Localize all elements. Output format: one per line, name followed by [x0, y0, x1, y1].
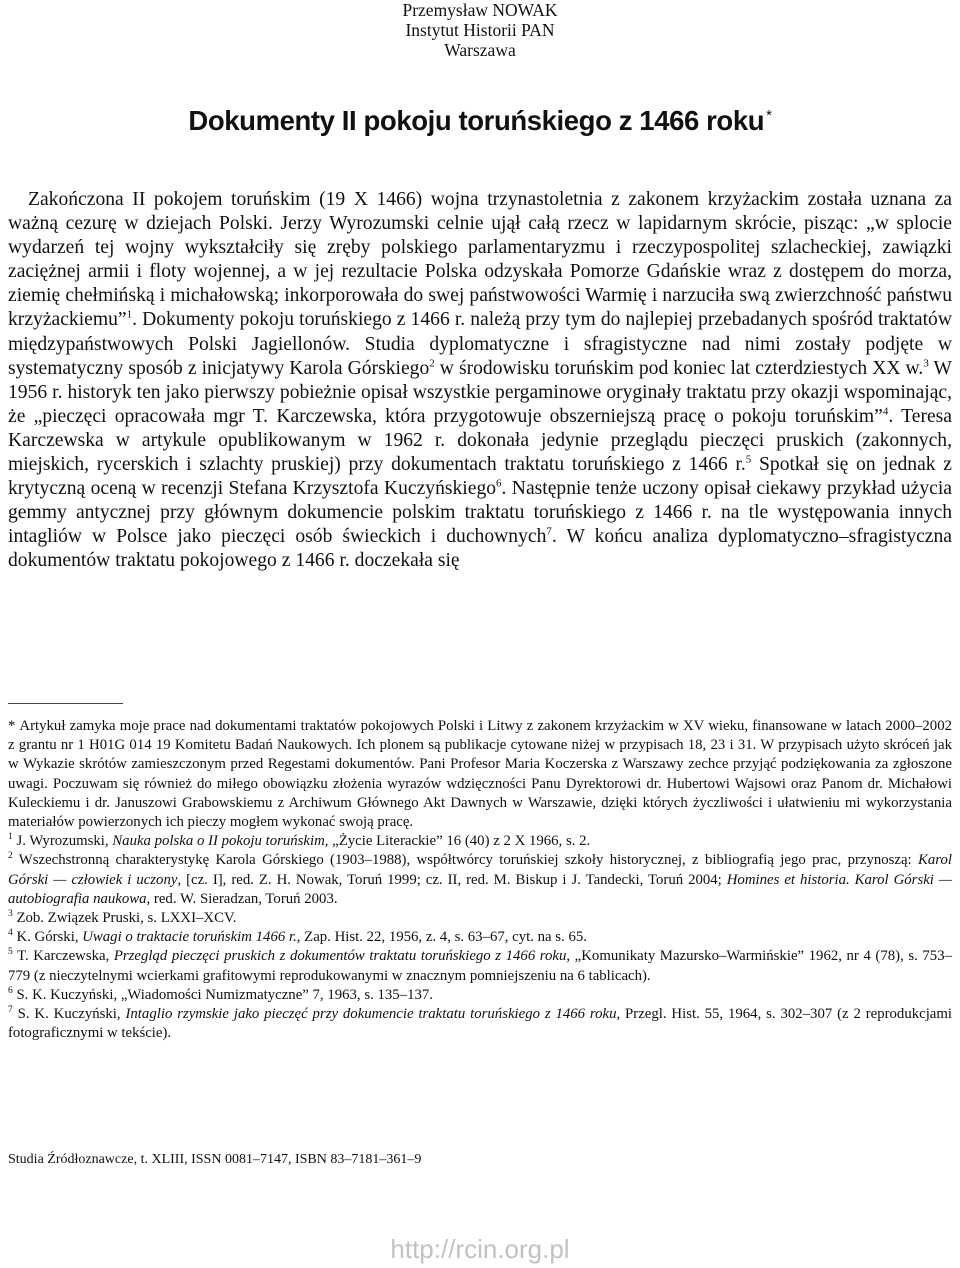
footnote-italic: Homines et historia. Karol Górski — autobiografia naukowa — [8, 871, 952, 907]
footnote-ref[interactable]: 2 — [429, 357, 435, 370]
footnote-text: , Zap. Hist. 22, 1956, z. 4, s. 63–67, cyt. na s. 65. — [296, 929, 587, 946]
body-segment: w środowisku toruńskim pod koniec lat czterdziestych XX w. — [434, 357, 924, 379]
body-text — [8, 188, 952, 574]
footnote-text: K. Górski, — [12, 929, 83, 946]
footnote-ref[interactable]: 3 — [923, 357, 929, 370]
footnote-text: , Przegl. Hist. 55, 1964, s. 302–307 (z 2 reprodukcjami fotograficznymi w tekście). — [8, 1006, 952, 1042]
body-segment: W 1956 r. historyk ten jako pierwszy pobieżnie opisał wszystkie pergaminowe oryginały traktatu przy okazji wspominając, że „pieczęci opracowała mgr T. Karczewska, która przygotowuje obszerniejszą pracę o pokoju toruńskim” — [8, 357, 953, 427]
footnote-ref[interactable]: 1 — [126, 308, 133, 321]
footnote-italic: Nauka polska o II pokoju toruńskim — [112, 833, 325, 850]
footnote-number: 7 — [8, 1005, 13, 1016]
footnote-text: J. Wyrozumski, — [12, 833, 113, 850]
footnote-star — [8, 717, 952, 832]
article-title — [0, 105, 960, 137]
footnote-number: 3 — [8, 909, 13, 920]
footnote-7 — [8, 1005, 952, 1043]
footnote-italic: Karol Górski — człowiek i uczony — [8, 852, 952, 888]
author-city: Warszawa — [444, 40, 516, 60]
author-name: Przemysław NOWAK — [402, 0, 558, 20]
author-institution: Instytut Historii PAN — [405, 20, 555, 40]
footnote-text: , red. W. Sieradzan, Toruń 2003. — [146, 890, 338, 907]
footnote-text: S. K. Kuczyński, „Wiadomości Numizmatyczne” 7, 1963, s. 135–137. — [12, 986, 433, 1003]
footnote-text: Zob. Związek Pruski, s. LXXI–XCV. — [12, 910, 237, 927]
footnote-text: S. K. Kuczyński, — [12, 1006, 126, 1023]
footnote-number: 2 — [8, 851, 13, 862]
footnote-1 — [8, 832, 952, 851]
footnote-ref[interactable]: 7 — [546, 525, 552, 538]
author-block — [0, 0, 960, 60]
title-footnote-mark: * — [766, 106, 772, 124]
body-paragraph — [8, 188, 952, 574]
footnote-3 — [8, 909, 952, 928]
body-segment: . Teresa Karczewska w artykule opublikowanym w 1962 r. dokonała jedynie przeglądu pieczęci pruskich (zakonnych, miejskich, rycerskich i szlachty pruskiej) przy dokumentach traktatu toruńskiego z 1466 r. — [8, 405, 952, 476]
footnote-italic: Intaglio rzymskie jako pieczęć przy dokumencie traktatu toruńskiego z 1466 roku — [125, 1006, 617, 1023]
footnote-number: 6 — [8, 985, 13, 996]
footnote-text: , „Życie Literackie” 16 (40) z 2 X 1966, s. 2. — [324, 833, 591, 850]
footnote-4 — [8, 928, 952, 947]
footnote-text: Artykuł zamyka moje prace nad dokumentami traktatów pokojowych Polski i Litwy z zakonem krzyżackim w XV wieku, finansowane w latach 2000–2002 z grantu nr 1 H01G 014 19 Komitetu Badań Naukowych. Ich plonem są publikacje cytowane niżej w przypisach 18, 23 i 31. W przypisach użyto skróceń jak w Wykazie skrótów zamieszczonym przed Regestami dokumentów. Pani Profesor Maria Koczerska z Warszawy zechce przyjąć podziękowania za zgłoszone uwagi. Poczuwam się również do miłego obowiązku złożenia wyrazów wdzięczności Panu Dyrektorowi dr. Hubertowi Wajsowi oraz Panom dr. Michałowi Kuleckiemu i dr. Januszowi Grabowskiemu z Archiwum Głównego Akt Dawnych w Warszawie, dzięki których życzliwości i ułatwieniu mi wykorzystania materiałów powierzonych ich pieczy mogłem wykonać swoją pracę. — [8, 718, 952, 831]
footnote-divider — [8, 703, 123, 704]
footnote-text: Wszechstronną charakterystykę Karola Górskiego (1903–1988), współtwórcy toruńskiej szkoły historycznej, z bibliografią jego prac, przynoszą: — [12, 852, 918, 869]
footnote-ref[interactable]: 4 — [882, 405, 889, 418]
footnote-text: , „Komunikaty Mazursko–Warmińskie” 1962, nr 4 (78), s. 753–779 (z nieczytelnymi wcierkami grafitowymi reprodukowanymi w znacznym pomniejszeniu na 6 tablicach). — [8, 948, 953, 984]
footnote-text: T. Karczewska, — [12, 948, 114, 965]
footnote-text: , [cz. I], red. Z. H. Nowak, Toruń 1999; cz. II, red. M. Biskup i J. Tandecki, Toruń 2004; — [177, 871, 727, 888]
footnote-ref[interactable]: 5 — [745, 453, 752, 466]
body-segment: Zakończona II pokojem toruńskim (19 X 1466) wojna trzynastoletnia z zakonem krzyżackim została uznana za ważną cezurę w dziejach Polski. Jerzy Wyrozumski celnie ujął całą rzecz w lapidarnym skrócie, pisząc: „w splocie wydarzeń tej wojny wykształciły się zręby polskiego parlamentaryzmu i rzeczypospolitej szlacheckiej, zawiązki zaciężnej armii i floty wojennej, a w jej rezultacie Polska odzyskała Pomorze Gdańskie wraz z dostępem do morza, ziemię chełmińską i michałowską; inkorporowała do swej państwowości Warmię i narzuciła swą zwierzchność państwu krzyżackiemu” — [8, 189, 952, 331]
footnote-number: 4 — [8, 928, 13, 939]
footnote-number: 5 — [8, 947, 13, 958]
body-segment: Spotkał się on jednak z krytyczną oceną w recenzji Stefana Krzysztofa Kuczyńskiego — [8, 454, 953, 500]
footnote-number: 1 — [8, 832, 13, 843]
footnote-5 — [8, 947, 952, 985]
footnote-star-mark: * — [8, 718, 16, 734]
footnote-italic: Uwagi o traktacie toruńskim 1466 r. — [82, 929, 297, 946]
article-title-text: Dokumenty II pokoju toruńskiego z 1466 roku — [188, 105, 765, 136]
footnotes — [8, 717, 952, 1043]
body-segment: . Następnie tenże uczony opisał ciekawy przykład użycia gemmy antycznej przy głównym dokumencie polskim traktatu toruńskiego z 1466 r. na tle występowania innych intagliów w Polsce jako pieczęci osób świeckich i duchownych — [8, 478, 952, 548]
footnote-italic: Przegląd pieczęci pruskich z dokumentów traktatu toruńskiego z 1466 roku — [113, 948, 567, 965]
body-segment: . W końcu analiza dyplomatyczno–sfragistyczna dokumentów traktatu pokojowego z 1466 r. doczekała się — [8, 526, 953, 572]
body-segment: . Dokumenty pokoju toruńskiego z 1466 r. należą przy tym do najlepiej przebadanych spośród traktatów międzypaństwowych Polski Jagiellonów. Studia dyplomatyczne i sfragistyczne nad nimi zostały podjęte w systematyczny sposób z inicjatywy Karola Górskiego — [8, 309, 952, 379]
footnote-6 — [8, 986, 952, 1005]
footnote-2 — [8, 851, 952, 909]
watermark-url[interactable]: http://rcin.org.pl — [390, 1234, 570, 1264]
footnote-ref[interactable]: 6 — [496, 477, 502, 490]
journal-info: Studia Źródłoznawcze, t. XLIII, ISSN 0081–7147, ISBN 83–7181–361–9 — [8, 1152, 422, 1167]
